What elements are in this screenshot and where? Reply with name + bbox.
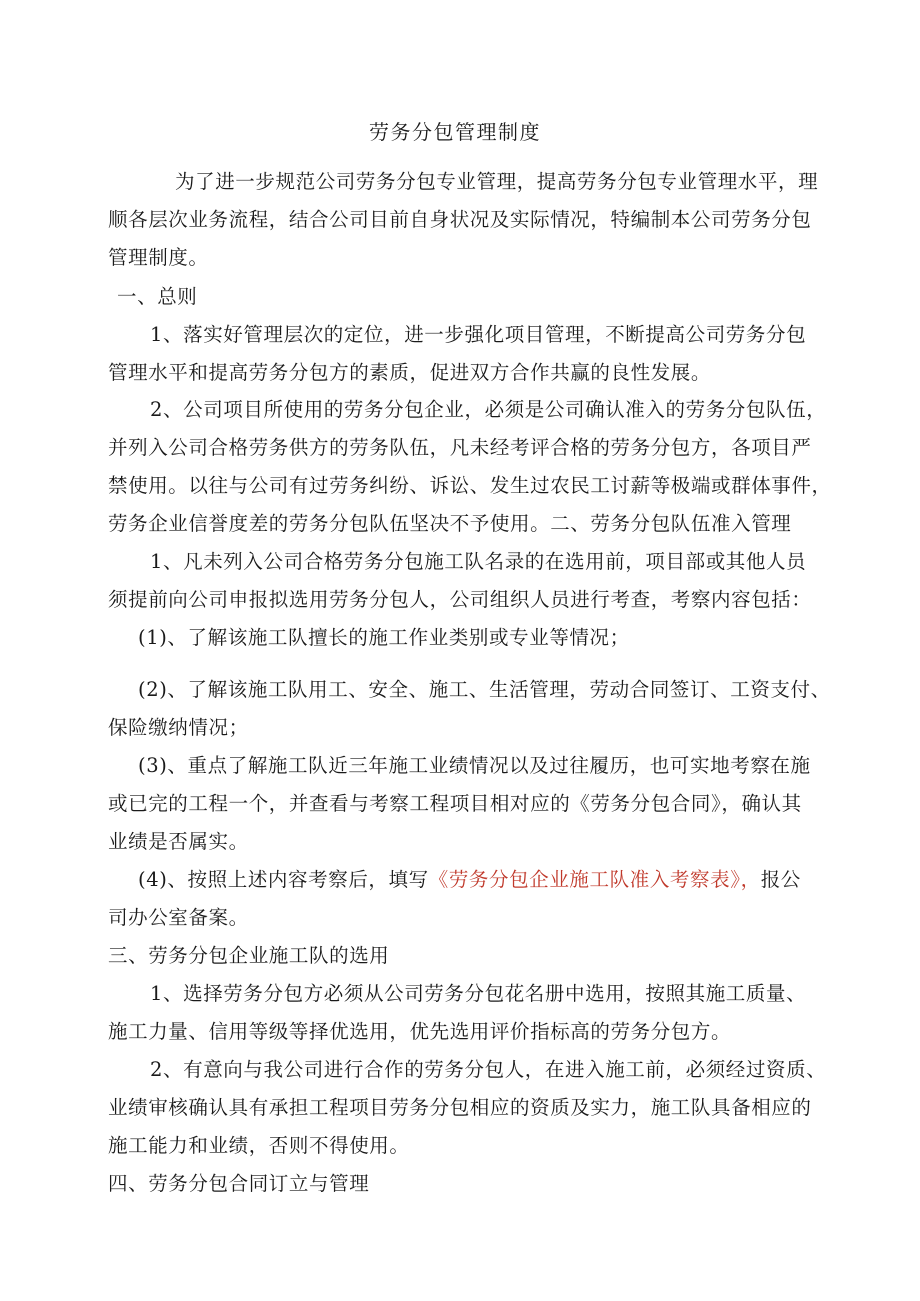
page-title: 劳务分包管理制度	[369, 120, 541, 144]
list-item-cont: 业绩是否属实。	[108, 830, 249, 853]
list-item-text: (4)、按照上述内容考察后，填写	[138, 868, 429, 891]
paragraph-line: 施工能力和业绩，否则不得使用。	[108, 1134, 410, 1157]
list-item: (1)、了解该施工队擅长的施工作业类别或专业等情况；	[138, 626, 630, 649]
form-reference-link[interactable]: 《劳务分包企业施工队准入考察表》，	[428, 868, 761, 891]
list-item: (3)、重点了解施工队近三年施工业绩情况以及过往履历，也可实地考察在施	[138, 754, 811, 777]
paragraph-line: 1、选择劳务分包方必须从公司劳务分包花名册中选用，按照其施工质量、	[150, 982, 807, 1005]
section-heading: 一、总则	[117, 285, 198, 308]
list-item-text: 报公	[760, 868, 801, 891]
paragraph-line: 业绩审核确认具有承担工程项目劳务分包相应的资质及实力，施工队具备相应的	[108, 1096, 812, 1119]
section-heading: 四、劳务分包合同订立与管理	[108, 1172, 370, 1195]
paragraph-line: 施工力量、信用等级等择优选用，优先选用评价指标高的劳务分包方。	[108, 1020, 732, 1043]
paragraph-line: 须提前向公司申报拟选用劳务分包人，公司组织人员进行考查，考察内容包括：	[108, 588, 812, 611]
paragraph-line: 禁使用。以往与公司有过劳务纠纷、诉讼、发生过农民工讨薪等极端或群体事件，	[108, 474, 832, 497]
paragraph-line: 1、落实好管理层次的定位，进一步强化项目管理，不断提高公司劳务分包	[150, 323, 807, 346]
list-item: (2)、了解该施工队用工、安全、施工、生活管理，劳动合同签订、工资支付、	[138, 678, 831, 701]
paragraph-line: 并列入公司合格劳务供方的劳务队伍，凡未经考评合格的劳务分包方，各项目严	[108, 436, 812, 459]
section-heading: 三、劳务分包企业施工队的选用	[108, 944, 390, 967]
paragraph-line: 1、凡未列入公司合格劳务分包施工队名录的在选用前，项目部或其他人员	[150, 550, 807, 573]
list-item-cont: 司办公室备案。	[108, 906, 249, 929]
intro-line: 顺各层次业务流程，结合公司目前自身状况及实际情况，特编制本公司劳务分包	[108, 208, 812, 231]
list-item-cont: 保险缴纳情况；	[108, 716, 249, 739]
intro-line: 为了进一步规范公司劳务分包专业管理，提高劳务分包专业管理水平，理	[175, 170, 819, 193]
list-item-cont: 或已完的工程一个，并查看与考察工程项目相对应的《劳务分包合同》，确认其	[108, 792, 802, 815]
paragraph-line: 2、公司项目所使用的劳务分包企业，必须是公司确认准入的劳务分包队伍，	[150, 398, 827, 421]
paragraph-line: 管理水平和提高劳务分包方的素质，促进双方合作共赢的良性发展。	[108, 361, 712, 384]
paragraph-line: 2、有意向与我公司进行合作的劳务分包人，在进入施工前，必须经过资质、	[150, 1058, 827, 1081]
intro-line: 管理制度。	[108, 246, 209, 269]
list-item	[138, 868, 801, 892]
paragraph-line: 劳务企业信誉度差的劳务分包队伍坚决不予使用。二、劳务分包队伍准入管理	[108, 512, 792, 535]
